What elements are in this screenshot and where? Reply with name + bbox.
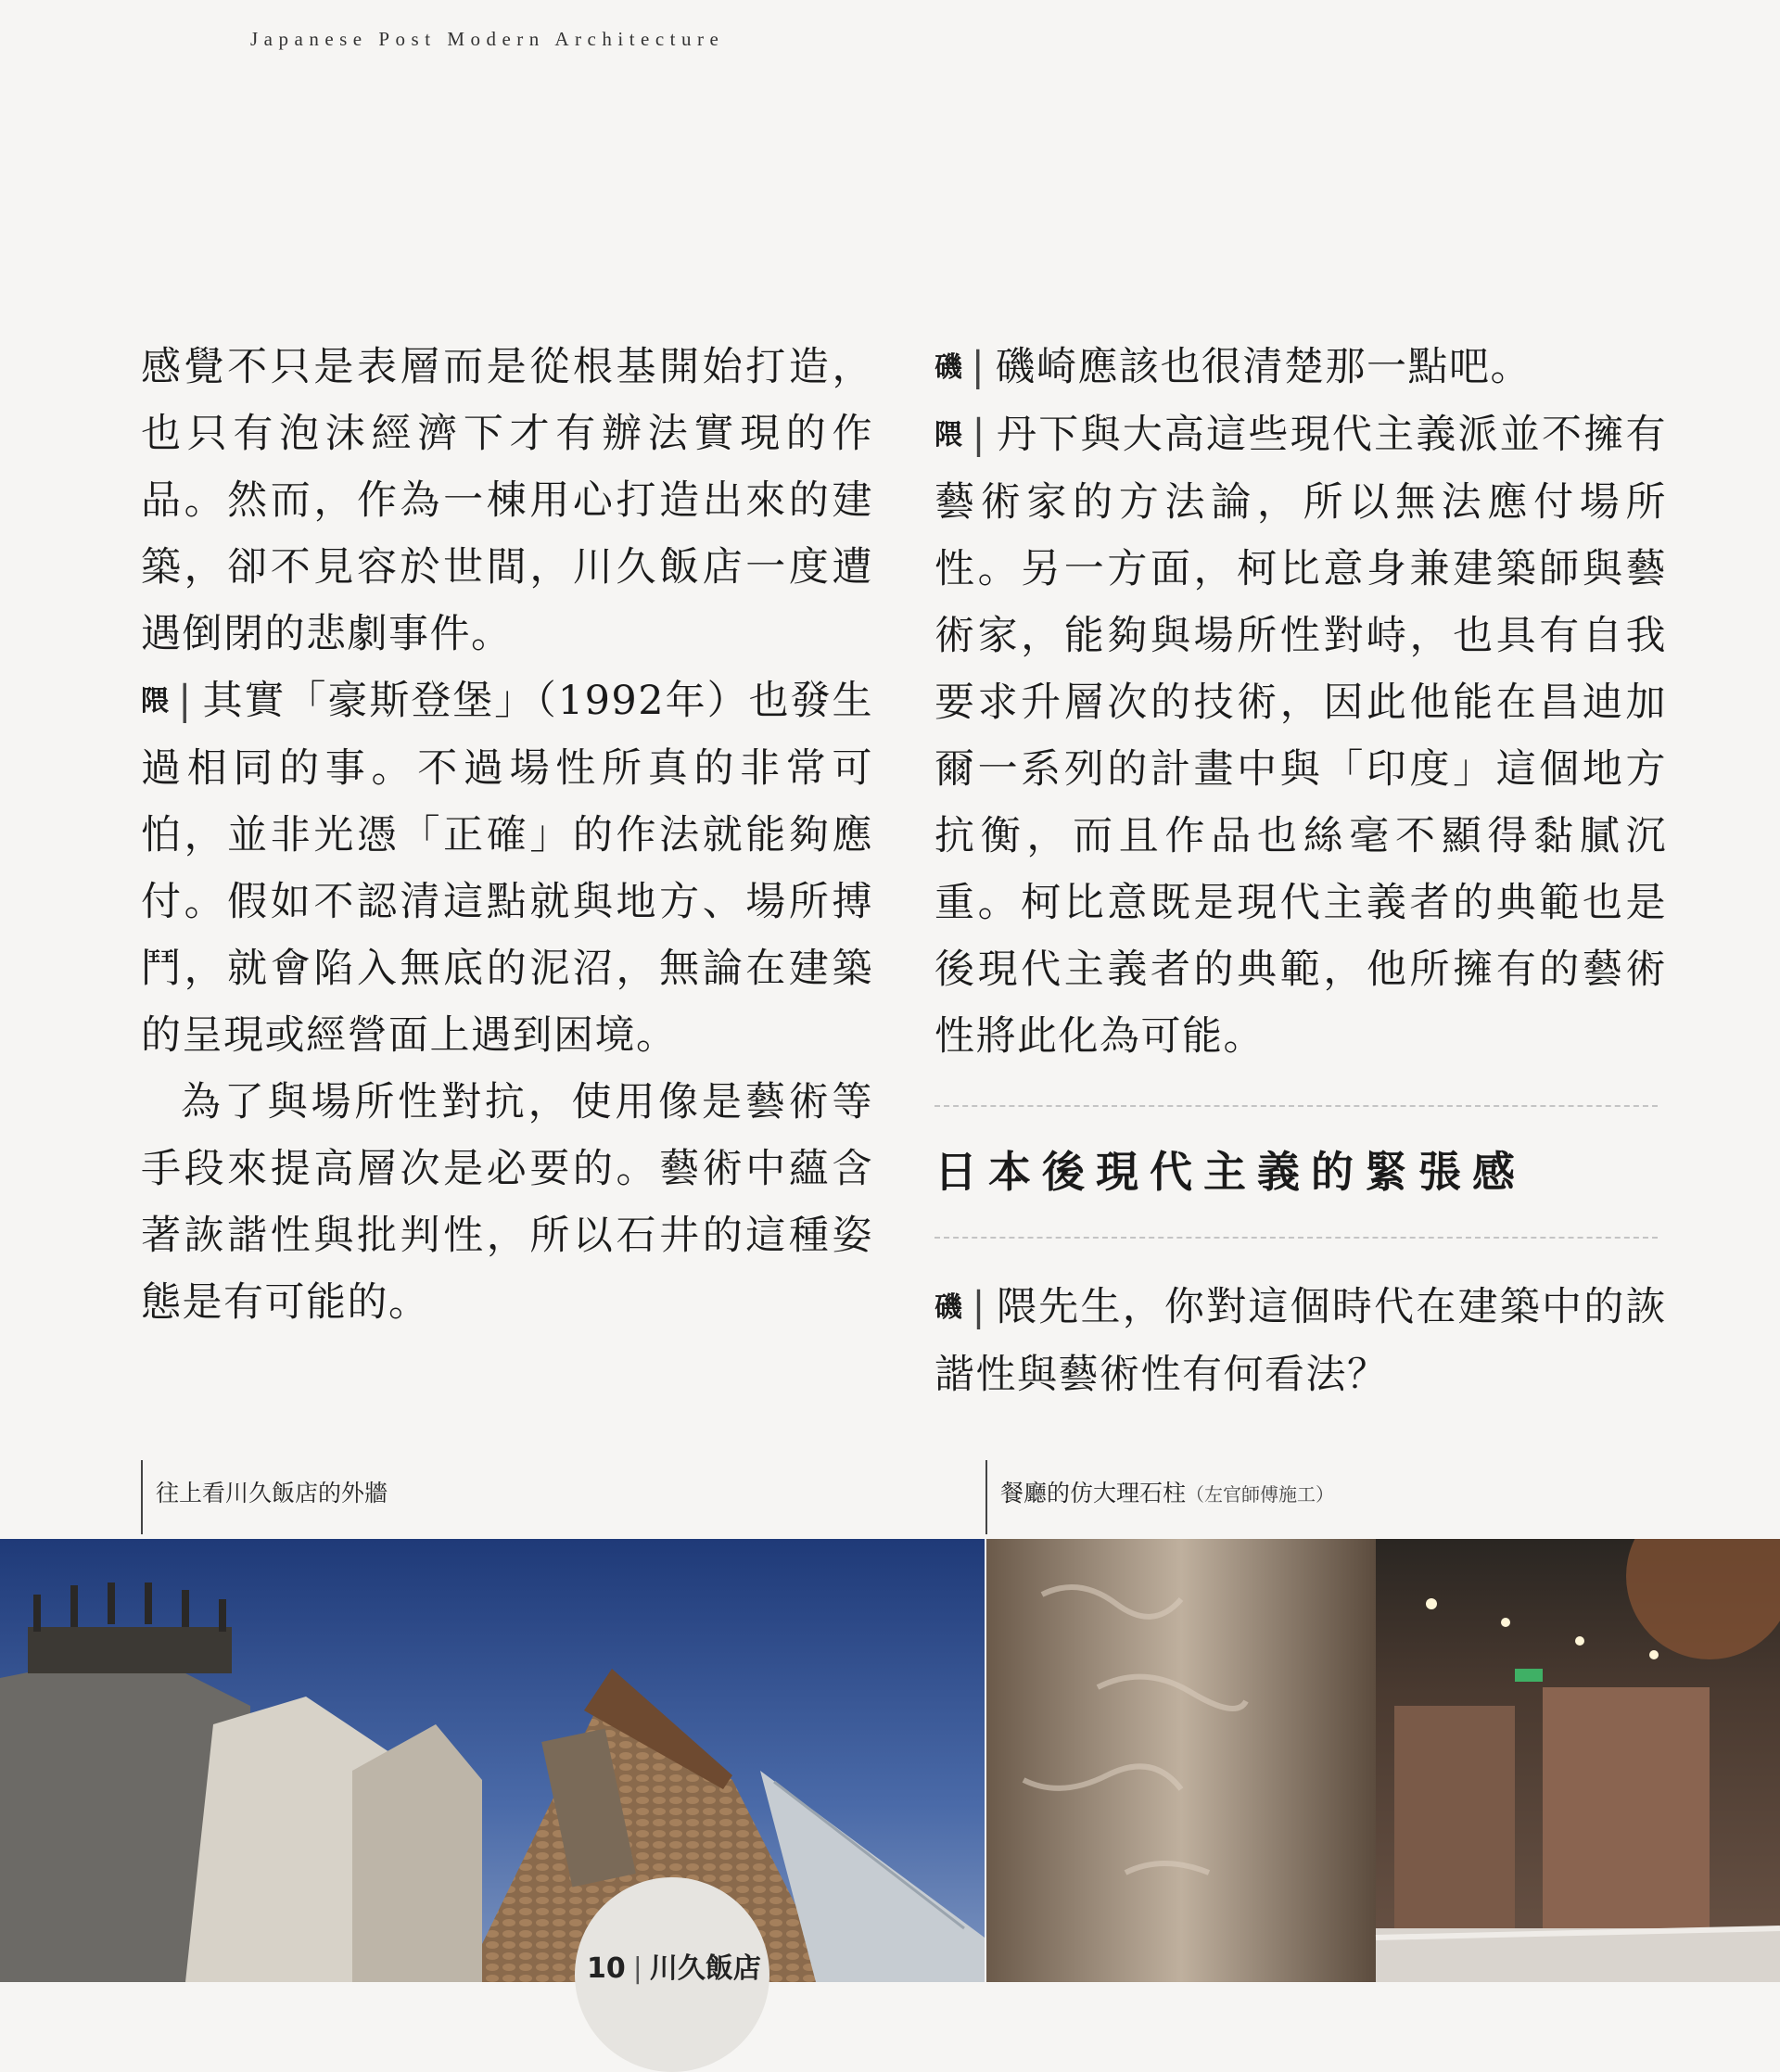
caption-text: 餐廳的仿大理石柱 (1000, 1480, 1187, 1506)
dialogue-text: 其實「豪斯登堡」（1992年）也發生過相同的事。不過場性所真的非常可怕，並非光憑「正確」的作法就能夠應付。假如不認清這點就與地方、場所搏鬥，就會陷入無底的泥沼，無論在建築的呈現或經營面上遇到困境。 (141, 678, 874, 1059)
speaker-mark: 隈 (934, 419, 965, 451)
restaurant-column-photo (986, 1539, 1780, 1982)
right-column (934, 334, 1667, 1408)
paragraph: 感覺不只是表層而是從根基開始打造，也只有泡沫經濟下才有辦法實現的作品。然而，作為一棟用心打造出來的建築，卻不見容於世間，川久飯店一度遭遇倒閉的悲劇事件。 (141, 344, 873, 657)
dialogue-text: 磯崎應該也很清楚那一點吧。 (995, 344, 1532, 390)
dialogue-paragraph: 磯 | 隈先生，你對這個時代在建築中的詼諧性與藝術性有何看法？ (934, 1284, 1668, 1398)
page-marker: 10 | 川久飯店 (587, 1952, 761, 1985)
running-header: Japanese Post Modern Architecture (250, 28, 725, 50)
page-chapter-title: 川久飯店 (649, 1952, 761, 1985)
dialogue-text: 隈先生，你對這個時代在建築中的詼諧性與藝術性有何看法？ (934, 1284, 1668, 1398)
caption-text: 往上看川久飯店的外牆 (156, 1480, 388, 1506)
photo-caption-right (985, 1460, 1334, 1534)
dialogue-text: 丹下與大高這些現代主義派並不擁有藝術家的方法論，所以無法應付場所性。另一方面，柯比意身兼建築師與藝術家，能夠與場所性對峙，也具有自我要求升層次的技術，因此他能在昌迪加爾一系列的計畫中與「印度」這個地方抗衡，而且作品也絲毫不顯得黏膩沉重。柯比意既是現代主義者的典範也是後現代主義者的典範，他所擁有的藝術性將此化為可能。 (934, 412, 1668, 1060)
paragraph: 為了與場所性對抗，使用像是藝術等手段來提高層次是必要的。藝術中蘊含著詼諧性與批判性，所以石井的這種姿態是有可能的。 (141, 1079, 873, 1326)
left-column (141, 334, 873, 1336)
dialogue-paragraph: 隈 | 丹下與大高這些現代主義派並不擁有藝術家的方法論，所以無法應付場所性。另一方面，柯比意身兼建築師與藝術家，能夠與場所性對峙，也具有自我要求升層次的技術，因此他能在昌迪加爾一系列的計畫中與「印度」這個地方抗衡，而且作品也絲毫不顯得黏膩沉重。柯比意既是現代主義者的典範也是後現代主義者的典範，他所擁有的藝術性將此化為可能。 (934, 412, 1668, 1060)
section-divider (934, 1237, 1658, 1239)
dialogue-paragraph: 隈 | 其實「豪斯登堡」（1992年）也發生過相同的事。不過場性所真的非常可怕，並非光憑「正確」的作法就能夠應付。假如不認清這點就與地方、場所搏鬥，就會陷入無底的泥沼，無論在建築的呈現或經營面上遇到困境。 (141, 678, 874, 1059)
speaker-mark: 磯 (934, 351, 964, 384)
photo-caption-left (141, 1460, 388, 1534)
dialogue-paragraph: 磯 | 磯崎應該也很清楚那一點吧。 (934, 344, 1532, 390)
caption-note: （左官師傅施工） (1186, 1483, 1335, 1506)
speaker-mark: 隈 (141, 685, 171, 718)
page-number: 10 (587, 1952, 626, 1985)
section-title: 日本後現代主義的緊張感 (934, 1147, 1526, 1197)
hotel-exterior-photo (0, 1539, 985, 1982)
speaker-mark: 磯 (934, 1291, 965, 1324)
